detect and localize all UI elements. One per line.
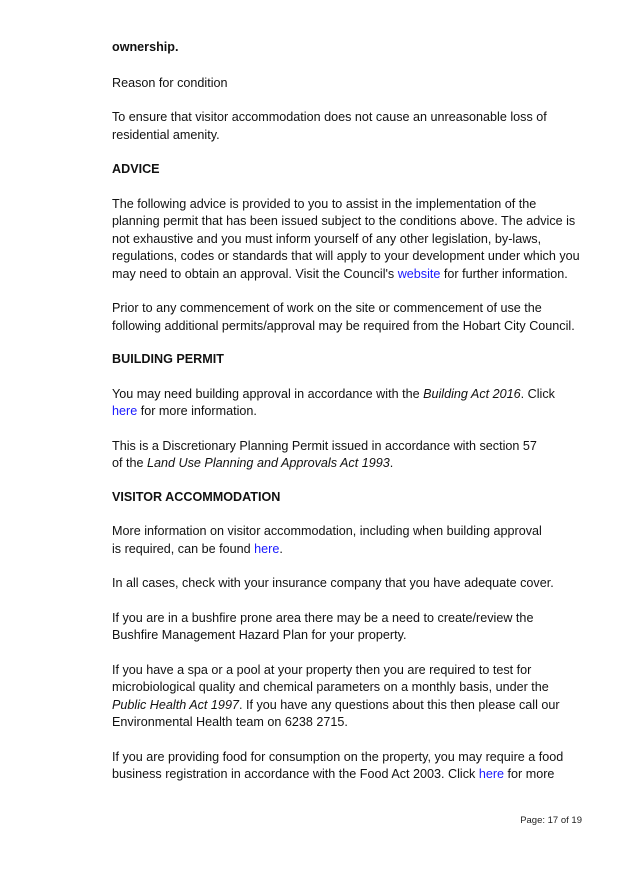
visitor-p4-text: If you have a spa or a pool at your property then you are required to test for microbiological quality and chemical parameters on a monthly basis, under the — [112, 662, 549, 694]
discretionary-paragraph — [112, 438, 542, 473]
visitor-p5-text: If you are providing food for consumption on the property, you may require a food business registration in accordance with the Food Act 2003. Click — [112, 749, 564, 781]
advice-paragraph-1 — [112, 196, 582, 284]
visitor-p1-tail: . — [279, 541, 283, 556]
land-use-act-title: Land Use Planning and Approvals Act 1993 — [147, 456, 390, 470]
public-health-act-title: Public Health Act 1997 — [112, 697, 239, 712]
document-body — [112, 39, 582, 784]
food-here-link[interactable]: here — [478, 767, 505, 781]
website-link[interactable]: website — [397, 266, 441, 281]
page-number: Page: 17 of 19 — [520, 815, 582, 826]
visitor-p5-tail: for more — [504, 767, 555, 781]
building-act-title: Building Act 2016 — [423, 386, 521, 401]
discretionary-tail: . — [389, 456, 394, 470]
building-here-link[interactable]: here — [112, 404, 138, 418]
visitor-accommodation-heading: VISITOR ACCOMMODATION — [112, 489, 281, 504]
visitor-paragraph-4 — [112, 662, 582, 732]
advice-p1-text: The following advice is provided to you to assist in the implementation of the planning permit that has been issued subject to the conditions above. The advice is not exhaustive and you must inform yourself of any other legislation, by-laws, regulations, codes or standards that will apply to your development under which you may need to obtain an approval. Visit the Council's — [112, 196, 580, 281]
ownership-line: ownership. — [112, 40, 179, 54]
reason-text: To ensure that visitor accommodation does not cause an unreasonable loss of residential amenity. — [112, 110, 547, 142]
visitor-p4-tail: . If you have any questions about this then please call our Environmental Health team on 6238 2715. — [112, 697, 560, 729]
visitor-p1-text: More information on visitor accommodation, including when building approval is required, can be found — [112, 524, 542, 556]
building-paragraph — [112, 386, 582, 421]
advice-p1-tail: for further information. — [440, 266, 568, 281]
building-p1-tail: for more information. — [137, 404, 257, 418]
reason-label: Reason for condition — [112, 75, 228, 90]
visitor-paragraph-2: In all cases, check with your insurance company that you have adequate cover. — [112, 576, 554, 590]
visitor-paragraph-5 — [112, 749, 582, 784]
building-p1-text: You may need building approval in accordance with the — [112, 386, 424, 401]
visitor-here-link[interactable]: here — [254, 541, 280, 556]
building-p1-mid: . Click — [520, 386, 555, 401]
visitor-paragraph-1 — [112, 523, 552, 558]
discretionary-text: This is a Discretionary Planning Permit issued in accordance with section 57 of the — [112, 438, 537, 470]
advice-heading: ADVICE — [112, 162, 160, 176]
visitor-paragraph-3: If you are in a bushfire prone area there may be a need to create/review the Bushfire Management Hazard Plan for your property. — [112, 610, 534, 642]
advice-paragraph-2: Prior to any commencement of work on the site or commencement of use the following additional permits/approval may be required from the Hobart City Council. — [112, 301, 575, 333]
building-permit-heading: BUILDING PERMIT — [112, 352, 224, 366]
